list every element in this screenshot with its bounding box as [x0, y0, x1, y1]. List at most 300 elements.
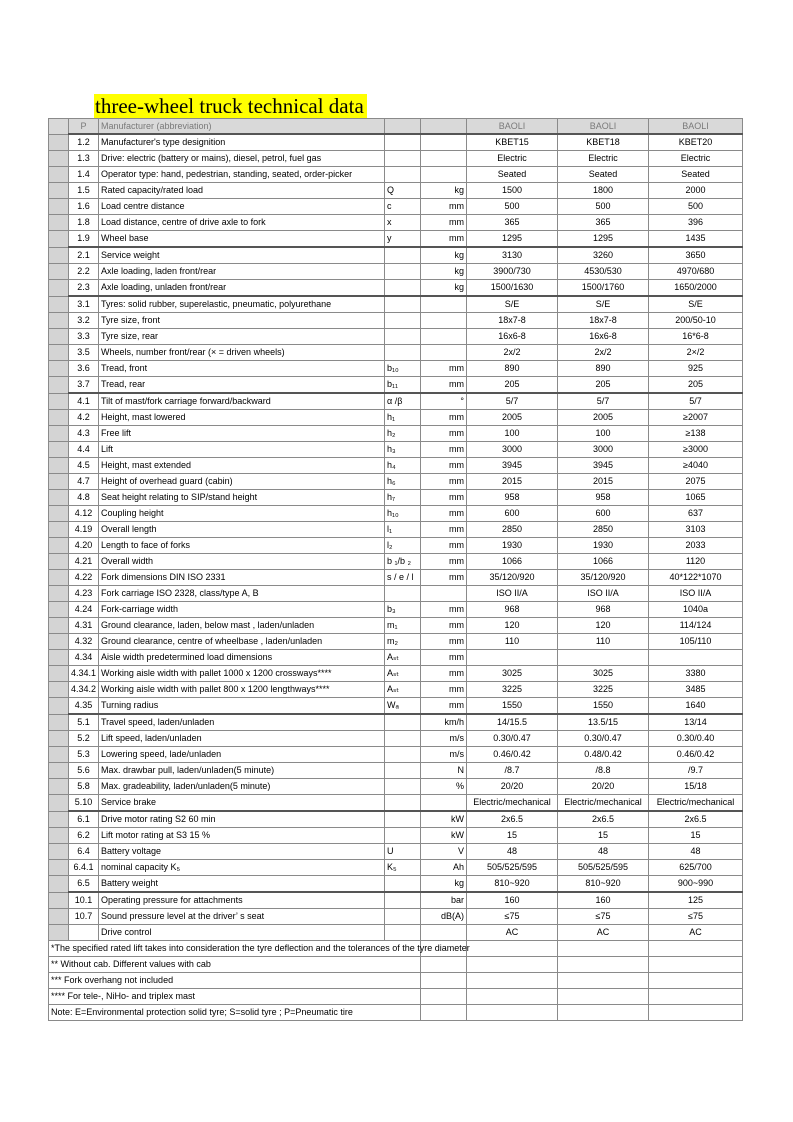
header-sym — [385, 119, 421, 135]
row-value-kbet18: 2005 — [558, 410, 649, 426]
footnote-text: ** Without cab. Different values with cab — [49, 957, 421, 973]
row-value-kbet20: 1640 — [649, 698, 743, 715]
row-value-kbet15: 505/525/595 — [467, 860, 558, 876]
row-value-kbet15: Seated — [467, 167, 558, 183]
row-value-kbet15: 2x/2 — [467, 345, 558, 361]
row-symbol — [385, 747, 421, 763]
table-row — [49, 377, 743, 394]
row-symbol: s / e / l — [385, 570, 421, 586]
row-value-kbet15: 5/7 — [467, 393, 558, 410]
row-symbol: h₆ — [385, 474, 421, 490]
row-value-kbet18: 2015 — [558, 474, 649, 490]
row-value-kbet15: /8.7 — [467, 763, 558, 779]
group-marker — [49, 602, 69, 618]
row-value-kbet15: S/E — [467, 296, 558, 313]
row-unit — [421, 134, 467, 151]
row-num: 5.2 — [69, 731, 99, 747]
row-num: 4.1 — [69, 393, 99, 410]
row-unit: dB(A) — [421, 909, 467, 925]
row-num: 1.4 — [69, 167, 99, 183]
table-row — [49, 296, 743, 313]
row-description: Lowering speed, lade/unladen — [99, 747, 385, 763]
row-num: 3.5 — [69, 345, 99, 361]
row-description: Lift — [99, 442, 385, 458]
row-value-kbet18: 35/120/920 — [558, 570, 649, 586]
row-value-kbet20: S/E — [649, 296, 743, 313]
row-value-kbet20: ≥3000 — [649, 442, 743, 458]
row-value-kbet20: 40*122*1070 — [649, 570, 743, 586]
row-value-kbet15: 890 — [467, 361, 558, 377]
row-value-kbet20: 1120 — [649, 554, 743, 570]
footnote-empty-cell — [467, 973, 558, 989]
row-value-kbet15: 100 — [467, 426, 558, 442]
row-description: Height, mast extended — [99, 458, 385, 474]
row-unit: mm — [421, 474, 467, 490]
table-row — [49, 634, 743, 650]
row-unit: km/h — [421, 714, 467, 731]
row-value-kbet18: 3000 — [558, 442, 649, 458]
row-num: 4.8 — [69, 490, 99, 506]
group-marker — [49, 811, 69, 828]
row-symbol — [385, 925, 421, 941]
row-value-kbet18: 1066 — [558, 554, 649, 570]
row-num: 10.7 — [69, 909, 99, 925]
group-marker — [49, 586, 69, 602]
row-symbol — [385, 247, 421, 264]
row-value-kbet15: Electric/mechanical — [467, 795, 558, 812]
table-row — [49, 811, 743, 828]
row-value-kbet20: ≥2007 — [649, 410, 743, 426]
row-unit — [421, 313, 467, 329]
table-row — [49, 666, 743, 682]
row-unit: % — [421, 779, 467, 795]
table-row — [49, 586, 743, 602]
group-marker — [49, 393, 69, 410]
row-description: Rated capacity/rated load — [99, 183, 385, 199]
table-row — [49, 538, 743, 554]
row-value-kbet20: 3380 — [649, 666, 743, 682]
row-value-kbet20: ≥138 — [649, 426, 743, 442]
row-symbol: l₂ — [385, 538, 421, 554]
row-symbol — [385, 909, 421, 925]
row-description: Fork-carriage width — [99, 602, 385, 618]
row-symbol: K₅ — [385, 860, 421, 876]
row-symbol — [385, 763, 421, 779]
row-num: 4.23 — [69, 586, 99, 602]
row-num: 5.8 — [69, 779, 99, 795]
group-marker — [49, 151, 69, 167]
table-row — [49, 860, 743, 876]
row-value-kbet15: ≤75 — [467, 909, 558, 925]
table-row — [49, 247, 743, 264]
table-row — [49, 199, 743, 215]
table-row — [49, 522, 743, 538]
group-marker — [49, 119, 69, 135]
table-row — [49, 747, 743, 763]
row-unit — [421, 925, 467, 941]
row-num: 4.35 — [69, 698, 99, 715]
row-description: Load distance, centre of drive axle to fork — [99, 215, 385, 231]
row-value-kbet20: 0.46/0.42 — [649, 747, 743, 763]
group-marker — [49, 199, 69, 215]
group-marker — [49, 570, 69, 586]
row-value-kbet20: 4970/680 — [649, 264, 743, 280]
page-title: three-wheel truck technical data — [94, 94, 367, 118]
row-value-kbet20: 1065 — [649, 490, 743, 506]
row-num: 2.3 — [69, 280, 99, 297]
row-description: Axle loading, unladen front/rear — [99, 280, 385, 297]
row-symbol — [385, 731, 421, 747]
footnote-empty-cell — [558, 1005, 649, 1021]
row-unit: kg — [421, 247, 467, 264]
row-value-kbet18: 1800 — [558, 183, 649, 199]
row-value-kbet15: 0.30/0.47 — [467, 731, 558, 747]
row-value-kbet20: 15 — [649, 828, 743, 844]
row-value-kbet20: 0.30/0.40 — [649, 731, 743, 747]
row-value-kbet15: 2x6.5 — [467, 811, 558, 828]
row-description: Tyre size, rear — [99, 329, 385, 345]
row-num: 4.7 — [69, 474, 99, 490]
group-marker — [49, 747, 69, 763]
row-description: Height, mast lowered — [99, 410, 385, 426]
row-symbol: m₁ — [385, 618, 421, 634]
row-value-kbet18: 1550 — [558, 698, 649, 715]
footnote-empty-cell — [421, 973, 467, 989]
row-description: Drive: electric (battery or mains), diesel, petrol, fuel gas — [99, 151, 385, 167]
group-marker — [49, 925, 69, 941]
row-num: 1.8 — [69, 215, 99, 231]
row-value-kbet20: 2075 — [649, 474, 743, 490]
footnote-empty-cell — [649, 989, 743, 1005]
row-unit: mm — [421, 570, 467, 586]
table-row — [49, 925, 743, 941]
row-symbol: b₁₁ — [385, 377, 421, 394]
row-value-kbet18: 20/20 — [558, 779, 649, 795]
row-value-kbet15: 3000 — [467, 442, 558, 458]
row-value-kbet18: S/E — [558, 296, 649, 313]
footnote-empty-cell — [649, 957, 743, 973]
row-unit: mm — [421, 666, 467, 682]
spec-table — [48, 118, 743, 1021]
row-value-kbet18: 2850 — [558, 522, 649, 538]
row-value-kbet15: 48 — [467, 844, 558, 860]
table-row — [49, 264, 743, 280]
row-unit: mm — [421, 698, 467, 715]
row-unit — [421, 151, 467, 167]
row-value-kbet18: 3260 — [558, 247, 649, 264]
table-row — [49, 828, 743, 844]
row-value-kbet20: 2×/2 — [649, 345, 743, 361]
spec-table-body — [49, 119, 743, 1021]
row-unit — [421, 795, 467, 812]
row-value-kbet20: 2x6.5 — [649, 811, 743, 828]
row-symbol: Q — [385, 183, 421, 199]
footnote-empty-cell — [649, 1005, 743, 1021]
row-unit: mm — [421, 215, 467, 231]
row-description: Wheel base — [99, 231, 385, 248]
row-symbol: Aₛₜ — [385, 682, 421, 698]
table-row — [49, 134, 743, 151]
table-row — [49, 231, 743, 248]
row-unit: mm — [421, 361, 467, 377]
row-description: Fork carriage ISO 2328, class/type A, B — [99, 586, 385, 602]
row-value-kbet20: 1435 — [649, 231, 743, 248]
group-marker — [49, 442, 69, 458]
row-value-kbet20: 5/7 — [649, 393, 743, 410]
row-value-kbet18: ≤75 — [558, 909, 649, 925]
row-unit: bar — [421, 892, 467, 909]
group-marker — [49, 828, 69, 844]
row-description: Tread, rear — [99, 377, 385, 394]
row-num: 3.6 — [69, 361, 99, 377]
row-value-kbet15: 15 — [467, 828, 558, 844]
row-value-kbet20: Electric — [649, 151, 743, 167]
footnote-empty-cell — [558, 957, 649, 973]
row-unit: mm — [421, 458, 467, 474]
group-marker — [49, 410, 69, 426]
row-unit: mm — [421, 634, 467, 650]
row-value-kbet18: 16x6-8 — [558, 329, 649, 345]
group-marker — [49, 731, 69, 747]
row-description: Height of overhead guard (cabin) — [99, 474, 385, 490]
row-num: 4.34.2 — [69, 682, 99, 698]
row-value-kbet15: 1930 — [467, 538, 558, 554]
row-value-kbet15: 160 — [467, 892, 558, 909]
row-num: 1.9 — [69, 231, 99, 248]
row-num: 4.20 — [69, 538, 99, 554]
row-value-kbet15: KBET15 — [467, 134, 558, 151]
group-marker — [49, 554, 69, 570]
group-marker — [49, 876, 69, 893]
header-row — [49, 119, 743, 135]
row-value-kbet15: 120 — [467, 618, 558, 634]
row-value-kbet20: Seated — [649, 167, 743, 183]
row-value-kbet20: 3650 — [649, 247, 743, 264]
row-unit: Ah — [421, 860, 467, 876]
table-row — [49, 714, 743, 731]
row-unit: kg — [421, 183, 467, 199]
row-num: 6.4 — [69, 844, 99, 860]
row-value-kbet18: 205 — [558, 377, 649, 394]
row-value-kbet15: 1295 — [467, 231, 558, 248]
row-num: 6.5 — [69, 876, 99, 893]
footnote-row — [49, 957, 743, 973]
row-num: 4.12 — [69, 506, 99, 522]
row-description: Battery voltage — [99, 844, 385, 860]
row-value-kbet20: 13/14 — [649, 714, 743, 731]
header-num: P — [69, 119, 99, 135]
row-unit: mm — [421, 618, 467, 634]
row-symbol — [385, 151, 421, 167]
table-row — [49, 329, 743, 345]
table-row — [49, 731, 743, 747]
table-row — [49, 393, 743, 410]
row-unit: kg — [421, 280, 467, 297]
row-num: 4.31 — [69, 618, 99, 634]
row-symbol: h₃ — [385, 442, 421, 458]
row-description: Wheels, number front/rear (× = driven wheels) — [99, 345, 385, 361]
row-value-kbet20 — [649, 650, 743, 666]
group-marker — [49, 892, 69, 909]
row-num: 4.4 — [69, 442, 99, 458]
row-num: 4.34 — [69, 650, 99, 666]
row-symbol — [385, 264, 421, 280]
row-unit: mm — [421, 650, 467, 666]
row-unit: mm — [421, 506, 467, 522]
row-value-kbet18: 48 — [558, 844, 649, 860]
row-symbol — [385, 329, 421, 345]
row-value-kbet18: 3225 — [558, 682, 649, 698]
row-unit: mm — [421, 554, 467, 570]
row-num — [69, 925, 99, 941]
row-value-kbet20: 900~990 — [649, 876, 743, 893]
row-description: Overall width — [99, 554, 385, 570]
row-value-kbet15: 968 — [467, 602, 558, 618]
row-symbol: h₄ — [385, 458, 421, 474]
row-unit: mm — [421, 538, 467, 554]
group-marker — [49, 361, 69, 377]
row-num: 4.3 — [69, 426, 99, 442]
row-symbol: h₂ — [385, 426, 421, 442]
row-value-kbet15: 0.46/0.42 — [467, 747, 558, 763]
row-value-kbet18: 365 — [558, 215, 649, 231]
row-num: 4.34.1 — [69, 666, 99, 682]
row-value-kbet18: 110 — [558, 634, 649, 650]
row-symbol: Wₐ — [385, 698, 421, 715]
row-unit: mm — [421, 682, 467, 698]
table-row — [49, 844, 743, 860]
row-value-kbet18: 2x/2 — [558, 345, 649, 361]
row-value-kbet15: 3225 — [467, 682, 558, 698]
row-unit: mm — [421, 410, 467, 426]
row-value-kbet15: 810~920 — [467, 876, 558, 893]
row-description: Sound pressure level at the driver’ s seat — [99, 909, 385, 925]
row-unit: V — [421, 844, 467, 860]
row-value-kbet20: 200/50-10 — [649, 313, 743, 329]
row-description: Seat height relating to SIP/stand height — [99, 490, 385, 506]
row-unit: mm — [421, 522, 467, 538]
row-value-kbet15: AC — [467, 925, 558, 941]
table-row — [49, 876, 743, 893]
row-value-kbet20: 637 — [649, 506, 743, 522]
header-model-2: BAOLI — [558, 119, 649, 135]
row-value-kbet18: 4530/530 — [558, 264, 649, 280]
group-marker — [49, 650, 69, 666]
row-unit: kW — [421, 811, 467, 828]
row-unit: m/s — [421, 747, 467, 763]
row-symbol — [385, 313, 421, 329]
row-symbol — [385, 134, 421, 151]
row-value-kbet18: ISO II/A — [558, 586, 649, 602]
row-num: 4.19 — [69, 522, 99, 538]
footnote-empty-cell — [558, 989, 649, 1005]
row-description: Service weight — [99, 247, 385, 264]
footnote-text: **** For tele-, NiHo- and triplex mast — [49, 989, 421, 1005]
row-value-kbet20: ≤75 — [649, 909, 743, 925]
row-description: Working aisle width with pallet 1000 x 1200 crossways**** — [99, 666, 385, 682]
row-unit — [421, 167, 467, 183]
group-marker — [49, 909, 69, 925]
row-symbol: y — [385, 231, 421, 248]
header-unit — [421, 119, 467, 135]
row-value-kbet18: 3025 — [558, 666, 649, 682]
row-value-kbet20: AC — [649, 925, 743, 941]
row-num: 3.7 — [69, 377, 99, 394]
group-marker — [49, 313, 69, 329]
row-value-kbet20: Electric/mechanical — [649, 795, 743, 812]
row-value-kbet20: /9.7 — [649, 763, 743, 779]
group-marker — [49, 247, 69, 264]
row-value-kbet18: 0.48/0.42 — [558, 747, 649, 763]
row-symbol: Aₛₜ — [385, 666, 421, 682]
table-row — [49, 215, 743, 231]
row-num: 6.2 — [69, 828, 99, 844]
row-value-kbet18: 958 — [558, 490, 649, 506]
row-num: 4.21 — [69, 554, 99, 570]
footnote-text: *The specified rated lift takes into consideration the tyre deflection and the tolerances of the tyre diameter — [49, 941, 421, 957]
table-row — [49, 490, 743, 506]
row-value-kbet18: AC — [558, 925, 649, 941]
row-value-kbet18: 3945 — [558, 458, 649, 474]
row-value-kbet18: 1295 — [558, 231, 649, 248]
row-symbol: h₁ — [385, 410, 421, 426]
row-value-kbet18: 890 — [558, 361, 649, 377]
row-value-kbet20: 2033 — [649, 538, 743, 554]
row-value-kbet15: 1066 — [467, 554, 558, 570]
row-description: Operating pressure for attachments — [99, 892, 385, 909]
group-marker — [49, 231, 69, 248]
footnote-empty-cell — [467, 941, 558, 957]
row-description: nominal capacity K₅ — [99, 860, 385, 876]
row-value-kbet18: 160 — [558, 892, 649, 909]
row-symbol: c — [385, 199, 421, 215]
group-marker — [49, 134, 69, 151]
group-marker — [49, 538, 69, 554]
footnote-empty-cell — [421, 957, 467, 973]
row-value-kbet18: 1930 — [558, 538, 649, 554]
group-marker — [49, 167, 69, 183]
row-value-kbet20: 16*6-8 — [649, 329, 743, 345]
row-description: Turning radius — [99, 698, 385, 715]
row-description: Travel speed, laden/unladen — [99, 714, 385, 731]
row-num: 5.1 — [69, 714, 99, 731]
row-value-kbet15: 205 — [467, 377, 558, 394]
row-value-kbet18: Electric — [558, 151, 649, 167]
row-value-kbet20: 105/110 — [649, 634, 743, 650]
row-symbol — [385, 876, 421, 893]
row-symbol — [385, 892, 421, 909]
row-value-kbet15: 1500 — [467, 183, 558, 199]
row-num: 6.1 — [69, 811, 99, 828]
row-unit: mm — [421, 602, 467, 618]
row-unit: mm — [421, 377, 467, 394]
row-unit: ° — [421, 393, 467, 410]
footnote-empty-cell — [467, 957, 558, 973]
row-description: Battery weight — [99, 876, 385, 893]
row-symbol: b ₁/b ₂ — [385, 554, 421, 570]
row-value-kbet18: /8.8 — [558, 763, 649, 779]
row-unit — [421, 345, 467, 361]
row-unit — [421, 586, 467, 602]
row-symbol — [385, 811, 421, 828]
row-num: 3.3 — [69, 329, 99, 345]
footnote-text: *** Fork overhang not included — [49, 973, 421, 989]
table-row — [49, 650, 743, 666]
row-value-kbet18: 5/7 — [558, 393, 649, 410]
row-value-kbet15: 500 — [467, 199, 558, 215]
row-value-kbet18: 13.5/15 — [558, 714, 649, 731]
footnote-empty-cell — [649, 941, 743, 957]
